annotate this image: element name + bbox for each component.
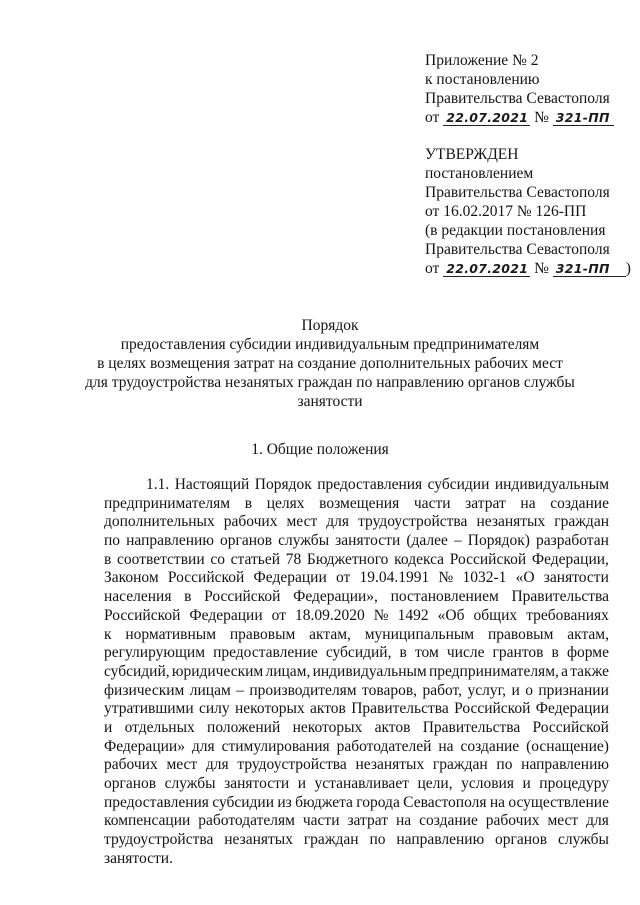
document-title xyxy=(40,316,620,411)
paragraph-line: органов службы занятости и устанавливает цели, условия и процедуру xyxy=(104,775,609,792)
annex-handwritten-number: 321-ПП xyxy=(555,110,610,125)
annex-header xyxy=(425,51,614,127)
paragraph-line: населения в Российской Федерации», постановлением Правительства xyxy=(104,588,609,606)
approved-handwritten-number: 321-ПП xyxy=(555,261,610,276)
title-line-2: предоставления субсидии индивидуальным предпринимателям xyxy=(120,336,540,353)
paragraph-line: к нормативным правовым актам, муниципальным правовым актам, xyxy=(104,625,609,643)
paragraph-line: рабочих мест для трудоустройства незанятых граждан по направлению xyxy=(104,756,609,774)
approved-number-blank xyxy=(553,262,626,277)
annex-government: Правительства Севастополя xyxy=(425,90,610,107)
annex-from-label: от xyxy=(425,109,440,126)
paragraph-line: Законом Российской Федерации от 19.04.1991 № 1032-1 «О занятости xyxy=(104,569,609,587)
paragraph-line: компенсации работодателям части затрат на создание рабочих мест для xyxy=(104,812,609,830)
annex-date-line xyxy=(425,108,614,127)
approved-by-resolution: постановлением xyxy=(425,165,534,182)
approved-block xyxy=(425,145,631,278)
annex-title: Приложение № 2 xyxy=(425,52,539,69)
section-heading: 1. Общие положения xyxy=(251,441,389,458)
title-line-1: Порядок xyxy=(301,317,359,334)
annex-date-blank xyxy=(443,111,530,126)
annex-number-blank xyxy=(553,111,614,126)
paragraph-line: предпринимателям в целях возмещения части затрат на создание xyxy=(104,494,609,512)
approved-date-blank xyxy=(443,262,530,277)
approved-edition-government: Правительства Севастополя xyxy=(425,241,610,258)
paragraph-line: предоставления субсидии из бюджета города Севастополя на осуществление xyxy=(104,793,609,811)
title-line-4: для трудоустройства незанятых граждан по направлению органов службы xyxy=(85,374,575,391)
annex-handwritten-date: 22.07.2021 xyxy=(446,110,529,125)
approved-close-paren: ) xyxy=(625,260,631,277)
title-line-3: в целях возмещения затрат на создание дополнительных рабочих мест xyxy=(97,355,563,372)
approved-edition-note: (в редакции постановления xyxy=(425,222,606,239)
paragraph-line: и отдельных положений некоторых актов Правительства Российской xyxy=(104,718,609,736)
paragraph-line: по направлению органов службы занятости (далее – Порядок) разработан xyxy=(104,532,609,550)
paragraph-line: дополнительных рабочих мест для трудоустройства незанятых граждан xyxy=(104,513,609,531)
approved-handwritten-date: 22.07.2021 xyxy=(446,261,529,276)
paragraph-line: в соответствии со статьей 78 Бюджетного кодекса Российской Федерации, xyxy=(104,550,609,568)
approved-number-label: № xyxy=(534,260,549,277)
annex-number-label: № xyxy=(534,109,549,126)
paragraph-1-1 xyxy=(104,476,609,868)
paragraph-line: Федерации» для стимулирования работодателей на создание (оснащение) xyxy=(104,737,609,755)
paragraph-line: занятости. xyxy=(104,849,173,867)
paragraph-line: субсидий, юридическим лицам, индивидуальным предпринимателям, а также xyxy=(104,662,609,680)
paragraph-line: Российской Федерации от 18.09.2020 № 1492 «Об общих требованиях xyxy=(104,606,609,624)
annex-to-resolution: к постановлению xyxy=(425,71,540,88)
approved-date-line xyxy=(425,259,631,278)
paragraph-line: утратившими силу некоторых актов Правительства Российской Федерации xyxy=(104,700,609,718)
paragraph-line: физическим лицам – производителям товаров, работ, услуг, и о признании xyxy=(104,681,609,699)
approved-government: Правительства Севастополя xyxy=(425,184,610,201)
approved-title: УТВЕРЖДЕН xyxy=(425,146,519,163)
paragraph-line: регулирующим предоставление субсидий, в том числе грантов в форме xyxy=(104,644,609,662)
approved-from-label: от xyxy=(425,260,440,277)
title-line-5: занятости xyxy=(297,393,363,410)
approved-original-date: от 16.02.2017 № 126-ПП xyxy=(425,203,587,220)
paragraph-line: трудоустройства незанятых граждан по направлению органов службы xyxy=(104,831,609,849)
paragraph-line: 1.1. Настоящий Порядок предоставления субсидии индивидуальным xyxy=(146,476,609,493)
